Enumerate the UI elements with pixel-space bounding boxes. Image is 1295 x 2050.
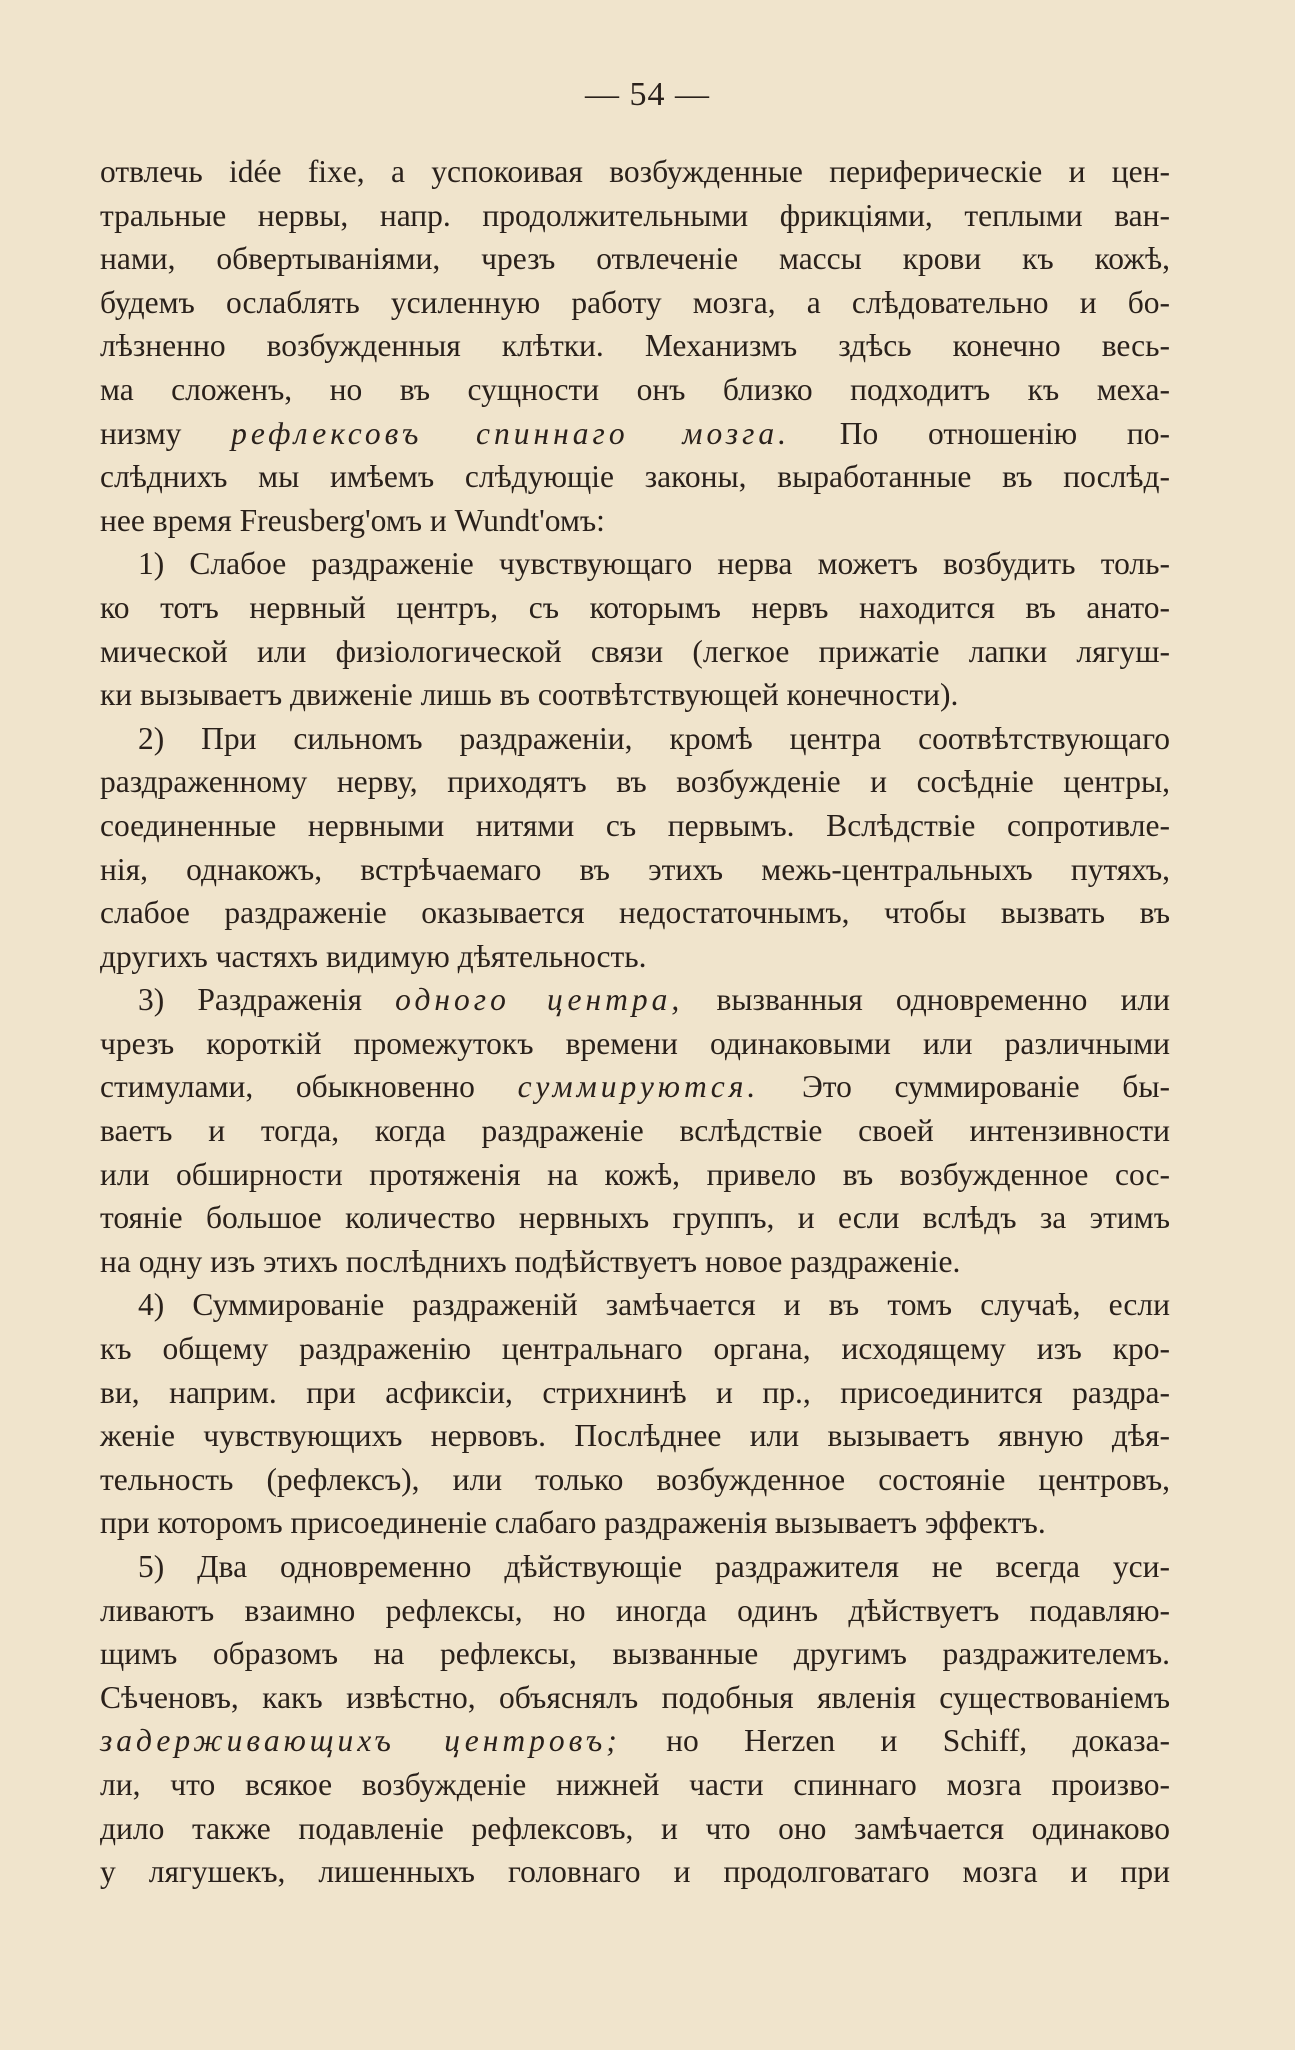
text-run: тояніе большое количество нервныхъ группъ, и если вслѣдъ за этимъ xyxy=(100,1200,1170,1236)
text-line xyxy=(100,1719,1170,1763)
text-run: 3) Раздраженія xyxy=(138,982,396,1018)
text-run: но Herzen и Schiff, доказа- xyxy=(620,1723,1170,1759)
text-run: слабое раздраженіе оказывается недостаточнымъ, чтобы вызвать въ xyxy=(100,895,1170,931)
text-line xyxy=(100,1458,1170,1502)
text-run: дило также подавленіе рефлексовъ, и что оно замѣчается одинаково xyxy=(100,1810,1170,1846)
text-line xyxy=(100,1327,1170,1371)
text-run: ко тотъ нервный центръ, съ которымъ нервъ находится въ анато- xyxy=(100,589,1170,625)
text-run: тральные нервы, напр. продолжительными фрикціями, теплыми ван- xyxy=(100,197,1170,233)
emphasized-text: суммируются. xyxy=(517,1069,760,1105)
text-run: щимъ образомъ на рефлексы, вызванные другимъ раздражителемъ. xyxy=(100,1636,1170,1672)
text-line xyxy=(100,1589,1170,1633)
text-line xyxy=(100,1501,1170,1545)
text-line xyxy=(100,1807,1170,1851)
text-line xyxy=(100,1283,1170,1327)
text-line xyxy=(100,324,1170,368)
text-run: вызванныя одновременно или xyxy=(683,982,1171,1018)
text-run: раздраженному нерву, приходятъ въ возбужденіе и сосѣдніе центры, xyxy=(100,764,1170,800)
text-run: чрезъ короткій промежутокъ времени одинаковыми или различными xyxy=(100,1025,1170,1061)
text-line xyxy=(100,891,1170,935)
text-line xyxy=(100,1763,1170,1807)
text-run: или обширности протяженія на кожѣ, привело въ возбужденное сос- xyxy=(100,1156,1170,1192)
text-line xyxy=(100,368,1170,412)
text-run: нее время Freusberg'омъ и Wundt'омъ: xyxy=(100,502,605,538)
text-run: По отношенію по- xyxy=(790,415,1170,451)
text-line xyxy=(100,673,1170,717)
text-line xyxy=(100,542,1170,586)
text-run: отвлечь idée fixe, а успокоивая возбужденные периферическіе и цен- xyxy=(100,154,1170,189)
text-line xyxy=(100,150,1170,194)
emphasized-text: задерживающихъ центровъ; xyxy=(100,1723,621,1759)
text-run: нія, однакожъ, встрѣчаемаго въ этихъ межь-центральныхъ путяхъ, xyxy=(100,851,1170,887)
text-line xyxy=(100,804,1170,848)
text-run: ли, что всякое возбужденіе нижней части спиннаго мозга произво- xyxy=(100,1766,1170,1802)
text-line xyxy=(100,1414,1170,1458)
text-line xyxy=(100,717,1170,761)
text-run: будемъ ослаблять усиленную работу мозга, а слѣдовательно и бо- xyxy=(100,284,1170,320)
text-line xyxy=(100,1240,1170,1284)
text-line xyxy=(100,760,1170,804)
text-run: женіе чувствующихъ нервовъ. Послѣднее или вызываетъ явную дѣя- xyxy=(100,1418,1170,1454)
body-text xyxy=(100,150,1170,1894)
text-line xyxy=(100,1153,1170,1197)
text-line xyxy=(100,1065,1170,1109)
text-line xyxy=(100,935,1170,979)
text-run: ви, наприм. при асфиксіи, стрихнинѣ и пр., присоединится раздра- xyxy=(100,1374,1170,1410)
text-run: 1) Слабое раздраженіе чувствующаго нерва можетъ возбудить толь- xyxy=(138,546,1170,582)
text-run: ма сложенъ, но въ сущности онъ близко подходитъ къ меха- xyxy=(100,371,1170,407)
page-number: — 54 — xyxy=(585,76,710,113)
text-line xyxy=(100,1545,1170,1589)
text-run: ваетъ и тогда, когда раздраженіе вслѣдствіе своей интензивности xyxy=(100,1113,1170,1149)
text-line xyxy=(100,1632,1170,1676)
text-run: къ общему раздраженію центральнаго органа, исходящему изъ кро- xyxy=(100,1331,1170,1367)
text-line xyxy=(100,412,1170,456)
text-line xyxy=(100,630,1170,674)
text-run: 2) При сильномъ раздраженіи, кромѣ центра соотвѣтствующаго xyxy=(138,720,1170,756)
text-run: 4) Суммированіе раздраженій замѣчается и въ томъ случаѣ, если xyxy=(138,1287,1170,1323)
text-run: на одну изъ этихъ послѣднихъ подѣйствуетъ новое раздраженіе. xyxy=(100,1243,961,1279)
text-line xyxy=(100,586,1170,630)
text-run: при которомъ присоединеніе слабаго раздраженія вызываетъ эффектъ. xyxy=(100,1505,1046,1541)
text-run: ливаютъ взаимно рефлексы, но иногда одинъ дѣйствуетъ подавляю- xyxy=(100,1592,1170,1628)
text-run: ки вызываетъ движеніе лишь въ соотвѣтствующей конечности). xyxy=(100,677,959,713)
text-run: слѣднихъ мы имѣемъ слѣдующіе законы, выработанные въ послѣд- xyxy=(100,459,1170,495)
text-line xyxy=(100,194,1170,238)
text-run: Сѣченовъ, какъ извѣстно, объяснялъ подобныя явленія существованіемъ xyxy=(100,1679,1170,1715)
text-run: другихъ частяхъ видимую дѣятельность. xyxy=(100,938,647,974)
text-line xyxy=(100,1022,1170,1066)
text-line xyxy=(100,978,1170,1022)
text-line xyxy=(100,237,1170,281)
text-line xyxy=(100,1676,1170,1720)
text-line xyxy=(100,499,1170,543)
text-run: лѣзненно возбужденныя клѣтки. Механизмъ здѣсь конечно весь- xyxy=(100,328,1170,364)
text-run: 5) Два одновременно дѣйствующіе раздражителя не всегда уси- xyxy=(138,1549,1170,1584)
text-run: тельность (рефлексъ), или только возбужденное состояніе центровъ, xyxy=(100,1461,1170,1497)
text-line xyxy=(100,1109,1170,1153)
text-run: низму xyxy=(100,415,232,451)
text-run: нами, обвертываніями, чрезъ отвлеченіе массы крови къ кожѣ, xyxy=(100,241,1170,277)
text-line xyxy=(100,1850,1170,1894)
text-run: Это суммированіе бы- xyxy=(759,1069,1170,1105)
text-line xyxy=(100,848,1170,892)
text-run: соединенные нервными нитями съ первымъ. Вслѣдствіе сопротивле- xyxy=(100,807,1170,843)
text-run: мической или физіологической связи (легкое прижатіе лапки лягуш- xyxy=(100,633,1170,669)
emphasized-text: рефлексовъ спиннаго мозга. xyxy=(231,415,790,451)
text-line xyxy=(100,455,1170,499)
text-line xyxy=(100,1371,1170,1415)
text-run: стимулами, обыкновенно xyxy=(100,1069,518,1105)
emphasized-text: одного центра, xyxy=(395,982,684,1018)
text-line xyxy=(100,281,1170,325)
text-run: у лягушекъ, лишенныхъ головнаго и продолговатаго мозга и при xyxy=(100,1854,1170,1890)
text-line xyxy=(100,1196,1170,1240)
